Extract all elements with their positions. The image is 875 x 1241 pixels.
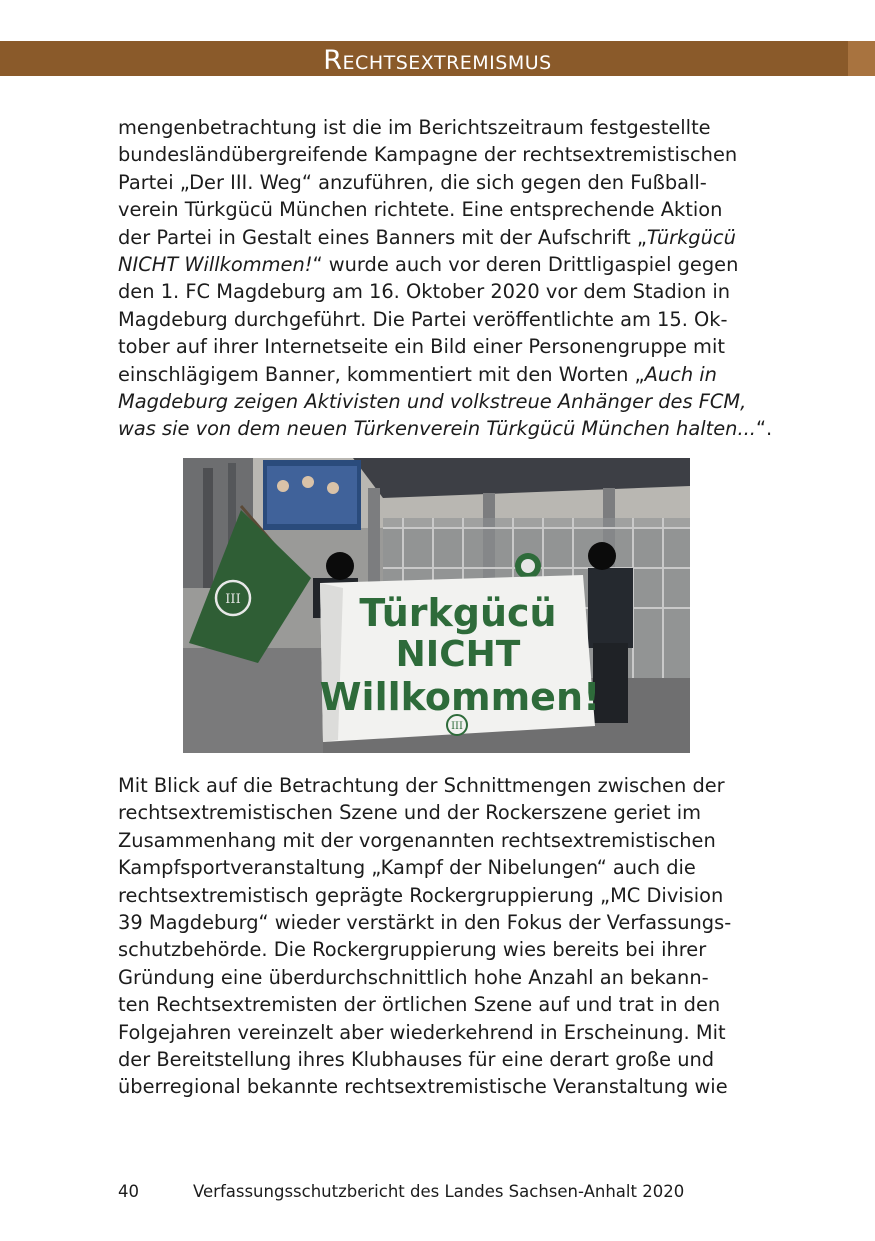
- text-run: einschlägigem Banner, kommentiert mit den Worten „: [118, 362, 645, 386]
- text-line: bundesländübergreifende Kampagne der rechtsextremistischen: [118, 143, 738, 167]
- quoted-comment-text: Magdeburg zeigen Aktivisten und volkstreue Anhänger des FCM,: [118, 390, 747, 414]
- chapter-header-bar: [0, 41, 875, 76]
- flag-emblem-text: III: [225, 592, 241, 607]
- banner-text-line3: Willkommen!: [319, 675, 601, 719]
- banner-text-line2: NICHT: [395, 634, 521, 675]
- quoted-comment-text: Auch in: [644, 362, 717, 386]
- text-line: Partei „Der III. Weg“ anzuführen, die sich gegen den Fußball-: [118, 170, 707, 194]
- page-number: 40: [118, 1182, 139, 1201]
- publication-title: Verfassungsschutzbericht des Landes Sachsen-Anhalt 2020: [193, 1182, 685, 1201]
- text-run: der Partei in Gestalt eines Banners mit der Aufschrift „: [118, 225, 647, 249]
- text-line: [118, 388, 758, 415]
- censored-face-icon: [326, 552, 354, 580]
- quoted-comment-text: was sie von dem neuen Türkenverein Türkgücü München halten...: [118, 417, 756, 441]
- text-line: schutzbehörde. Die Rockergruppierung wies bereits bei ihrer: [118, 938, 707, 962]
- banner-text-line1: Türkgücü: [359, 591, 557, 635]
- text-line: ten Rechtsextremisten der örtlichen Szene auf und trat in den: [118, 993, 721, 1017]
- text-line: rechtsextremistisch geprägte Rockergruppierung „MC Division: [118, 883, 724, 907]
- body-paragraph-1: [118, 114, 773, 443]
- text-line: [118, 415, 773, 442]
- banner-emblem-text: III: [451, 721, 463, 732]
- text-line: [118, 361, 758, 388]
- text-line: [118, 224, 758, 251]
- text-line: den 1. FC Magdeburg am 16. Oktober 2020 vor dem Stadion in: [118, 280, 731, 304]
- text-line: Kampfsportveranstaltung „Kampf der Nibelungen“ auch die: [118, 856, 696, 880]
- chapter-title: Rechtsextremismus: [323, 45, 552, 76]
- quoted-banner-text: NICHT Willkommen!: [118, 253, 313, 277]
- text-line: der Bereitstellung ihres Klubhauses für eine derart große und: [118, 1048, 715, 1072]
- person-right: [588, 568, 633, 648]
- text-line: 39 Magdeburg“ wieder verstärkt in den Fokus der Verfassungs-: [118, 911, 732, 935]
- text-line: Folgejahren vereinzelt aber wiederkehrend in Erscheinung. Mit: [118, 1020, 726, 1044]
- text-line: mengenbetrachtung ist die im Berichtszeitraum festgestellte: [118, 116, 711, 139]
- text-line: tober auf ihrer Internetseite ein Bild einer Personengruppe mit: [118, 335, 725, 359]
- text-line: Magdeburg durchgeführt. Die Partei veröffentlichte am 15. Ok-: [118, 307, 728, 331]
- text-run: “.: [755, 417, 773, 441]
- text-line: Zusammenhang mit der vorgenannten rechtsextremistischen: [118, 828, 716, 852]
- censored-face-icon: [588, 542, 616, 570]
- banner-photo: [183, 458, 690, 753]
- quoted-banner-text: Türkgücü: [646, 225, 736, 249]
- text-line: Mit Blick auf die Betrachtung der Schnittmengen zwischen der: [118, 774, 725, 797]
- text-run: “ wurde auch vor deren Drittligaspiel gegen: [312, 253, 739, 277]
- body-paragraph-2: [118, 772, 758, 1101]
- text-line: Gründung eine überdurchschnittlich hohe Anzahl an bekann-: [118, 965, 709, 989]
- text-line: rechtsextremistischen Szene und der Rockerszene geriet im: [118, 801, 702, 825]
- text-line: überregional bekannte rechtsextremistische Veranstaltung wie: [118, 1075, 728, 1099]
- text-line: verein Türkgücü München richtete. Eine entsprechende Aktion: [118, 198, 723, 222]
- text-line: [118, 251, 758, 278]
